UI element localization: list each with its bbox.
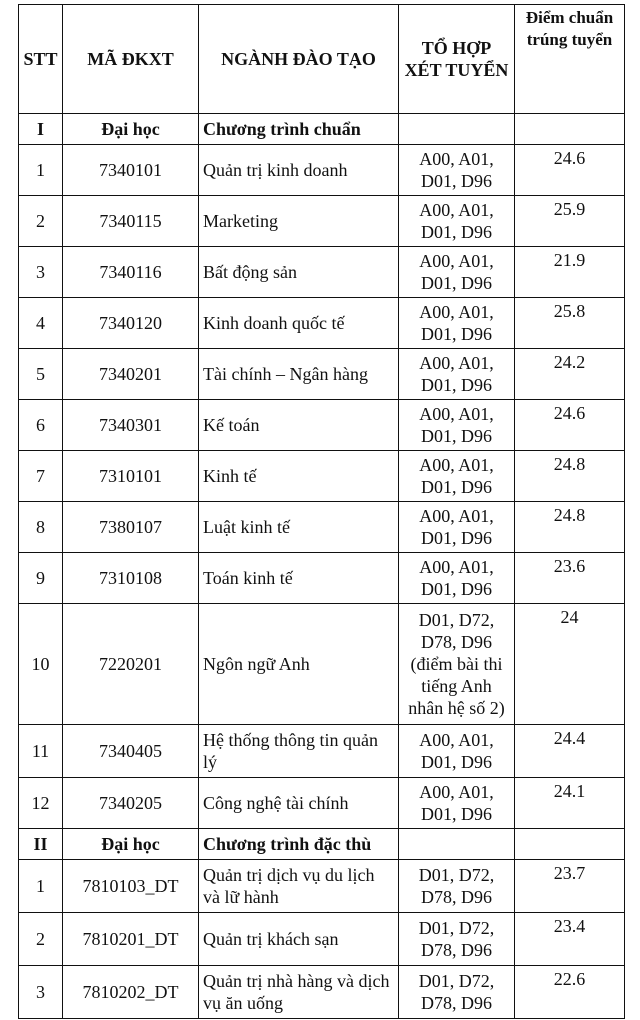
row-program-name: Luật kinh tế	[199, 502, 399, 553]
row-score: 24.6	[515, 400, 625, 451]
row-code: 7340301	[63, 400, 199, 451]
section-stt: II	[19, 829, 63, 860]
table-row	[19, 966, 625, 1019]
row-code: 7340405	[63, 725, 199, 778]
table-row	[19, 298, 625, 349]
row-score: 23.4	[515, 913, 625, 966]
row-program-name: Công nghệ tài chính	[199, 778, 399, 829]
row-combination: A00, A01, D01, D96	[399, 502, 515, 553]
row-code: 7810202_DT	[63, 966, 199, 1019]
row-code: 7340115	[63, 196, 199, 247]
row-stt: 3	[19, 966, 63, 1019]
table-row	[19, 725, 625, 778]
row-program-name: Quản trị khách sạn	[199, 913, 399, 966]
table-row	[19, 860, 625, 913]
row-program-name: Toán kinh tế	[199, 553, 399, 604]
section-program-type: Chương trình chuẩn	[199, 114, 399, 145]
row-combination: A00, A01, D01, D96	[399, 400, 515, 451]
table-row	[19, 553, 625, 604]
row-score: 24	[515, 604, 625, 725]
row-combination: D01, D72, D78, D96	[399, 913, 515, 966]
row-program-name: Kinh doanh quốc tế	[199, 298, 399, 349]
row-stt: 6	[19, 400, 63, 451]
row-code: 7810201_DT	[63, 913, 199, 966]
row-score: 24.6	[515, 145, 625, 196]
row-stt: 8	[19, 502, 63, 553]
header-stt: STT	[19, 5, 63, 114]
row-combination: A00, A01, D01, D96	[399, 298, 515, 349]
section-header-row	[19, 114, 625, 145]
row-stt: 1	[19, 145, 63, 196]
table-row	[19, 913, 625, 966]
row-combination: D01, D72, D78, D96	[399, 860, 515, 913]
table-row	[19, 145, 625, 196]
row-combination: A00, A01, D01, D96	[399, 145, 515, 196]
row-combination: A00, A01, D01, D96	[399, 725, 515, 778]
admission-score-table	[18, 4, 625, 1019]
row-code: 7380107	[63, 502, 199, 553]
row-stt: 2	[19, 913, 63, 966]
row-code: 7220201	[63, 604, 199, 725]
row-score: 24.1	[515, 778, 625, 829]
row-program-name: Kế toán	[199, 400, 399, 451]
row-score: 24.8	[515, 502, 625, 553]
row-stt: 11	[19, 725, 63, 778]
section-empty-score	[515, 829, 625, 860]
row-combination: D01, D72, D78, D96 (điểm bài thi tiếng Anh nhân hệ số 2)	[399, 604, 515, 725]
row-program-name: Tài chính – Ngân hàng	[199, 349, 399, 400]
table-row	[19, 196, 625, 247]
header-combination: TỔ HỢP XÉT TUYỂN	[399, 5, 515, 114]
section-level: Đại học	[63, 829, 199, 860]
row-combination: A00, A01, D01, D96	[399, 553, 515, 604]
row-stt: 9	[19, 553, 63, 604]
row-combination: D01, D72, D78, D96	[399, 966, 515, 1019]
row-program-name: Marketing	[199, 196, 399, 247]
table-row	[19, 604, 625, 725]
header-program: NGÀNH ĐÀO TẠO	[199, 5, 399, 114]
row-score: 23.7	[515, 860, 625, 913]
row-stt: 3	[19, 247, 63, 298]
row-code: 7340116	[63, 247, 199, 298]
row-stt: 12	[19, 778, 63, 829]
row-score: 21.9	[515, 247, 625, 298]
row-code: 7310101	[63, 451, 199, 502]
row-code: 7340120	[63, 298, 199, 349]
row-score: 25.8	[515, 298, 625, 349]
table-row	[19, 349, 625, 400]
row-program-name: Bất động sản	[199, 247, 399, 298]
row-program-name: Quản trị kinh doanh	[199, 145, 399, 196]
table-row	[19, 247, 625, 298]
section-program-type: Chương trình đặc thù	[199, 829, 399, 860]
row-score: 23.6	[515, 553, 625, 604]
row-program-name: Quản trị nhà hàng và dịch vụ ăn uống	[199, 966, 399, 1019]
row-score: 24.2	[515, 349, 625, 400]
table-header-row	[19, 5, 625, 114]
row-score: 22.6	[515, 966, 625, 1019]
row-stt: 5	[19, 349, 63, 400]
row-stt: 1	[19, 860, 63, 913]
row-score: 25.9	[515, 196, 625, 247]
row-stt: 10	[19, 604, 63, 725]
row-stt: 7	[19, 451, 63, 502]
table-row	[19, 400, 625, 451]
row-score: 24.8	[515, 451, 625, 502]
section-level: Đại học	[63, 114, 199, 145]
header-code: MÃ ĐKXT	[63, 5, 199, 114]
row-score: 24.4	[515, 725, 625, 778]
row-code: 7340101	[63, 145, 199, 196]
section-empty-combo	[399, 829, 515, 860]
row-program-name: Kinh tế	[199, 451, 399, 502]
row-program-name: Hệ thống thông tin quản lý	[199, 725, 399, 778]
header-score: Điểm chuẩn trúng tuyển	[515, 5, 625, 114]
table-row	[19, 778, 625, 829]
section-empty-combo	[399, 114, 515, 145]
row-program-name: Quản trị dịch vụ du lịch và lữ hành	[199, 860, 399, 913]
table-row	[19, 451, 625, 502]
row-program-name: Ngôn ngữ Anh	[199, 604, 399, 725]
row-combination: A00, A01, D01, D96	[399, 247, 515, 298]
section-empty-score	[515, 114, 625, 145]
row-combination: A00, A01, D01, D96	[399, 451, 515, 502]
row-code: 7340205	[63, 778, 199, 829]
row-code: 7810103_DT	[63, 860, 199, 913]
table-row	[19, 502, 625, 553]
row-stt: 4	[19, 298, 63, 349]
row-combination: A00, A01, D01, D96	[399, 196, 515, 247]
section-stt: I	[19, 114, 63, 145]
row-code: 7310108	[63, 553, 199, 604]
row-combination: A00, A01, D01, D96	[399, 778, 515, 829]
row-code: 7340201	[63, 349, 199, 400]
row-combination: A00, A01, D01, D96	[399, 349, 515, 400]
section-header-row	[19, 829, 625, 860]
row-stt: 2	[19, 196, 63, 247]
